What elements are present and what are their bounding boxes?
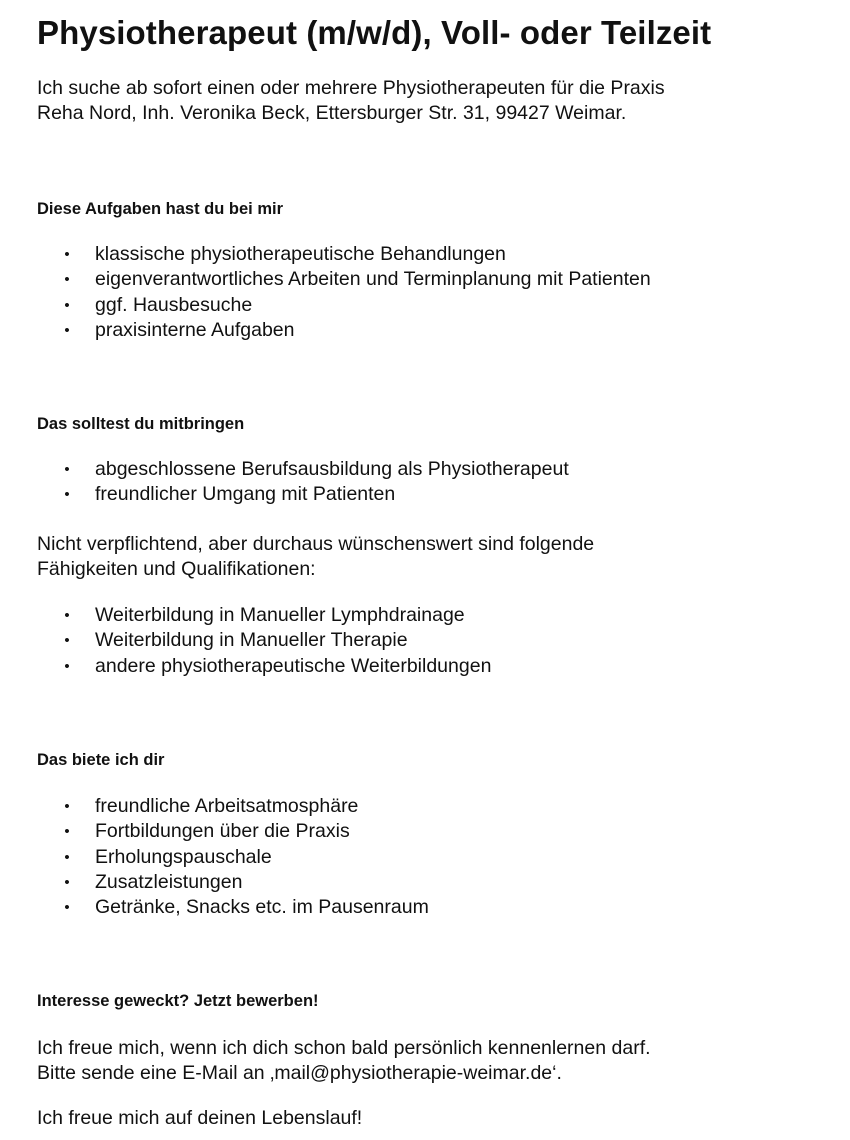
bullet-icon: • <box>64 321 70 339</box>
apply-line-1: Ich freue mich, wenn ich dich schon bald persönlich kennenlernen darf. <box>37 1037 651 1059</box>
requirements-list <box>62 457 569 508</box>
list-item: • Getränke, Snacks etc. im Pausenraum <box>62 895 429 920</box>
optional-intro-line-2: Fähigkeiten und Qualifikationen: <box>37 558 316 580</box>
list-item: • freundliche Arbeitsatmosphäre <box>62 794 429 819</box>
bullet-icon: • <box>64 271 70 289</box>
list-item: • andere physiotherapeutische Weiterbildungen <box>62 654 491 679</box>
requirements-heading: Das solltest du mitbringen <box>37 415 245 433</box>
bullet-icon: • <box>64 823 70 841</box>
offer-heading: Das biete ich dir <box>37 751 165 769</box>
page-title: Physiotherapeut (m/w/d), Voll- oder Teilzeit <box>37 14 712 51</box>
bullet-icon: • <box>64 296 70 314</box>
intro-line-2: Reha Nord, Inh. Veronika Beck, Ettersburger Str. 31, 99427 Weimar. <box>37 102 627 124</box>
list-item: • Zusatzleistungen <box>62 870 429 895</box>
bullet-icon: • <box>64 899 70 917</box>
list-item: • Weiterbildung in Manueller Therapie <box>62 628 491 653</box>
list-item: • Erholungspauschale <box>62 845 429 870</box>
bullet-icon: • <box>64 632 70 650</box>
bullet-icon: • <box>64 657 70 675</box>
list-item: • Fortbildungen über die Praxis <box>62 819 429 844</box>
intro-line-1: Ich suche ab sofort einen oder mehrere Physiotherapeuten für die Praxis <box>37 77 665 99</box>
list-item: • eigenverantwortliches Arbeiten und Terminplanung mit Patienten <box>62 267 651 292</box>
bullet-icon: • <box>64 486 70 504</box>
list-item: • Weiterbildung in Manueller Lymphdrainage <box>62 603 491 628</box>
bullet-icon: • <box>64 246 70 263</box>
closing-line: Ich freue mich auf deinen Lebenslauf! <box>37 1107 363 1129</box>
apply-heading: Interesse geweckt? Jetzt bewerben! <box>37 992 319 1010</box>
tasks-list <box>62 242 651 343</box>
list-item: • abgeschlossene Berufsausbildung als Physiotherapeut <box>62 457 569 482</box>
optional-qualifications-list <box>62 603 491 679</box>
list-item: • ggf. Hausbesuche <box>62 293 651 318</box>
bullet-icon: • <box>64 848 70 866</box>
bullet-icon: • <box>64 461 70 478</box>
tasks-heading: Diese Aufgaben hast du bei mir <box>37 200 284 218</box>
list-item: • praxisinterne Aufgaben <box>62 318 651 343</box>
bullet-icon: • <box>64 873 70 891</box>
offer-list <box>62 794 429 920</box>
optional-intro-line-1: Nicht verpflichtend, aber durchaus wünschenswert sind folgende <box>37 533 595 555</box>
list-item: • klassische physiotherapeutische Behandlungen <box>62 242 651 267</box>
apply-line-2: Bitte sende eine E-Mail an ‚mail@physiotherapie-weimar.de‘. <box>37 1062 562 1084</box>
bullet-icon: • <box>64 607 70 624</box>
bullet-icon: • <box>64 798 70 815</box>
list-item: • freundlicher Umgang mit Patienten <box>62 482 569 507</box>
